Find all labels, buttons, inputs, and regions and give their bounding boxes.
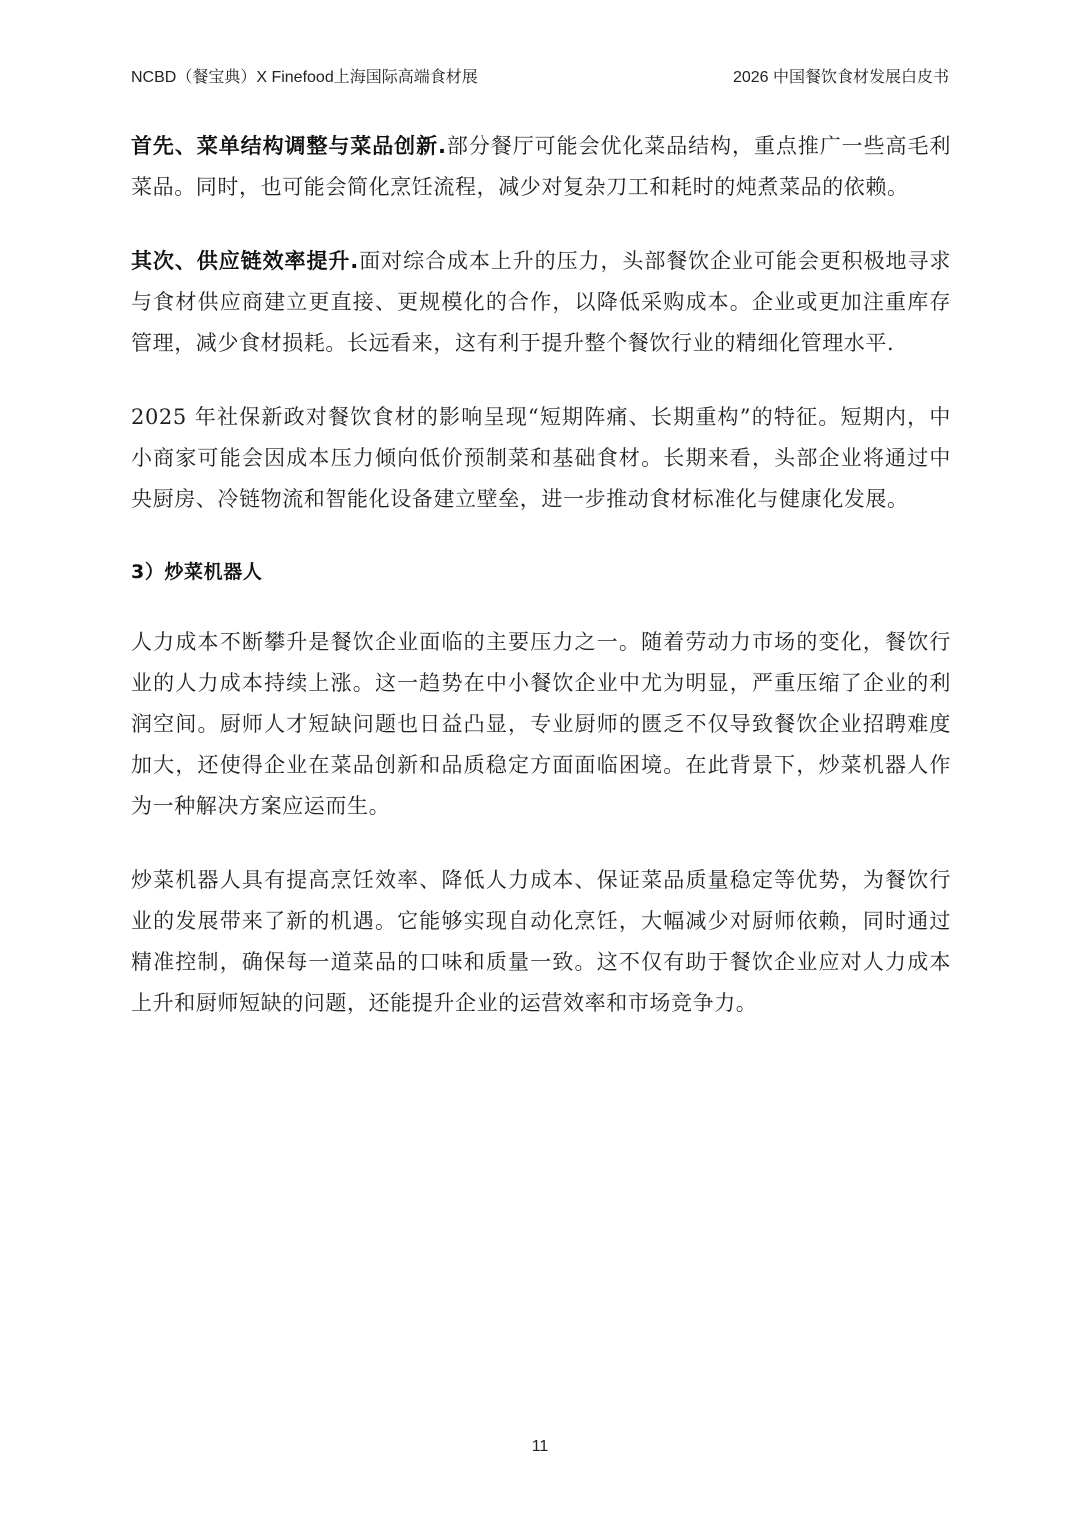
paragraph-text: 炒菜机器人具有提高烹饪效率、降低人力成本、保证菜品质量稳定等优势，为餐饮行业的发展带来了新的机遇。它能够实现自动化烹饪，大幅减少对厨师依赖，同时通过精准控制，确保每一道菜品的口味和质量一致。这不仅有助于餐饮企业应对人力成本上升和厨师短缺的问题，还能提升企业的运营效率和市场竞争力。 xyxy=(131,868,951,1015)
page-body xyxy=(131,126,951,1057)
page-number: 11 xyxy=(531,1438,549,1455)
section-heading-cooking-robot: 3）炒菜机器人 xyxy=(131,561,263,583)
header-publisher: NCBD（餐宝典）X Finefood上海国际高端食材展 xyxy=(131,69,478,86)
paragraph-labor-cost xyxy=(131,622,951,827)
paragraph-lead: 首先、菜单结构调整与菜品创新. xyxy=(131,134,447,158)
page-header xyxy=(131,64,949,90)
paragraph-text: 部分餐厅可能会优化菜品结构，重点推广一些高毛利菜品。同时，也可能会简化烹饪流程，减少对复杂刀工和耗时的炖煮菜品的依赖。 xyxy=(131,134,951,199)
paragraph-text: 面对综合成本上升的压力，头部餐饮企业可能会更积极地寻求与食材供应商建立更直接、更规模化的合作，以降低采购成本。企业或更加注重库存管理，减少食材损耗。长远看来，这有利于提升整个餐饮行业的精细化管理水平. xyxy=(131,249,952,355)
paragraph-supply-chain xyxy=(131,241,951,364)
paragraph-text: 人力成本不断攀升是餐饮企业面临的主要压力之一。随着劳动力市场的变化，餐饮行业的人力成本持续上涨。这一趋势在中小餐饮企业中尤为明显，严重压缩了企业的利润空间。厨师人才短缺问题也日益凸显，专业厨师的匮乏不仅导致餐饮企业招聘难度加大，还使得企业在菜品创新和品质稳定方面面临困境。在此背景下，炒菜机器人作为一种解决方案应运而生。 xyxy=(131,630,951,818)
header-document-title: 2026 中国餐饮食材发展白皮书 xyxy=(732,69,949,86)
paragraph-lead: 其次、供应链效率提升. xyxy=(131,249,359,273)
paragraph-menu-adjustment xyxy=(131,126,951,208)
paragraph-robot-advantages xyxy=(131,860,951,1024)
paragraph-social-security-impact xyxy=(131,397,951,520)
paragraph-text: 2025 年社保新政对餐饮食材的影响呈现“短期阵痛、长期重构”的特征。短期内，中小商家可能会因成本压力倾向低价预制菜和基础食材。长期来看，头部企业将通过中央厨房、冷链物流和智能化设备建立壁垒，进一步推动食材标准化与健康化发展。 xyxy=(131,405,951,511)
